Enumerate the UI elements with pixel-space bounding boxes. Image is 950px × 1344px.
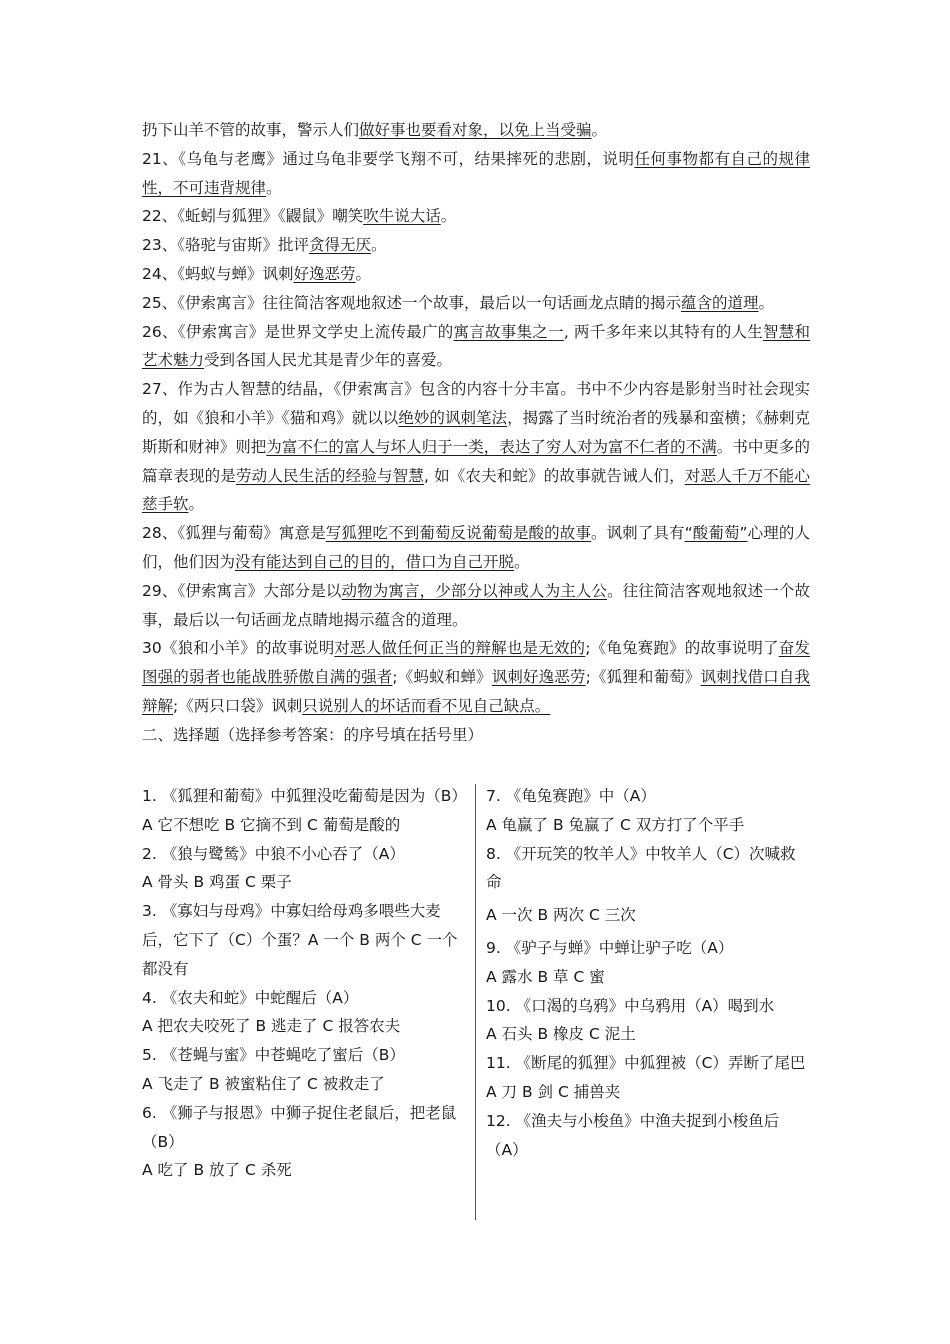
- paragraph-text: 。: [514, 552, 530, 571]
- paragraph-text: ，揭露了当时统治者的残暴和蛮横；《赫剌克斯斯和财神》则把: [142, 408, 810, 456]
- underlined-answer: 吹牛说大话: [363, 207, 441, 226]
- paragraph-21: [142, 145, 810, 203]
- underlined-answer: 蕴含的道理: [680, 293, 759, 312]
- paragraph-text: 22、《蚯蚓与狐狸》《鼹鼠》嘲笑: [142, 207, 364, 226]
- underlined-answer: 任何事物都有自己的规律性，不可违背规律: [142, 149, 810, 197]
- paragraph-25: [142, 289, 810, 318]
- choice-question-columns: [142, 782, 810, 1222]
- underlined-answer: 讽刺好逸恶劳: [491, 668, 586, 687]
- paragraph-24: [142, 260, 810, 289]
- paragraph-26: [142, 318, 810, 376]
- question-12: 12. 《渔夫与小梭鱼》中渔夫捉到小梭鱼后（A）: [486, 1111, 780, 1159]
- paragraph-text: 。: [355, 264, 372, 283]
- underlined-answer: 奋发图强的弱者也能战胜骄傲自满的强者: [142, 639, 810, 687]
- paragraph-text: 30《狼和小羊》的故事说明: [142, 639, 335, 658]
- paragraph-text: 21、《乌龟与老鹰》通过乌龟非要学飞翔不可，结果摔死的悲剧，说明: [142, 149, 635, 168]
- underlined-answer: 智慧和艺术魅力: [142, 322, 810, 370]
- question-10: 10. 《口渴的乌鸦》中乌鸦用（A）喝到水: [486, 996, 775, 1015]
- paragraph-text: 。往往简洁客观地叙述一个故事，最后以一句话画龙点睛地揭示蕴含的道理。: [142, 581, 810, 629]
- question-8: 8. 《开玩笑的牧羊人》中牧羊人（C）次喊救命: [486, 844, 796, 892]
- paragraph-text: , 两千多年来以其特有的人生: [563, 322, 763, 341]
- paragraph-30: [142, 634, 810, 720]
- paragraph-text: 扔下山羊不管的故事，警示人们: [142, 121, 360, 139]
- paragraph-text: 。: [266, 178, 282, 197]
- section-heading-choice-questions: [142, 721, 810, 750]
- answer-paragraphs: [142, 116, 810, 750]
- underlined-answer: 只说别人的坏话而看不见自己缺点。: [302, 696, 551, 715]
- underlined-answer: 为富不仁的富人与坏人归于一类，表达了穷人对为富不仁者的不满: [266, 437, 717, 456]
- question-7: 7. 《龟兔赛跑》中（A）: [486, 787, 656, 805]
- question-10-options: A 石头 B 橡皮 C 泥土: [486, 1025, 636, 1044]
- underlined-answer: 对恶人千万不能心慈手软: [142, 466, 810, 514]
- paragraph-text: 心理的人们，他们因为: [142, 524, 810, 571]
- underlined-answer: 劳动人民生活的经验与智慧: [236, 466, 425, 485]
- underlined-answer: 好逸恶劳: [293, 264, 356, 283]
- paragraph-text: ;《狐狸和葡萄》: [585, 668, 701, 687]
- question-9-options: A 露水 B 草 C 蜜: [486, 967, 605, 986]
- question-4-options: A 把农夫咬死了 B 逃走了 C 报答农夫: [142, 1017, 401, 1036]
- paragraph-text: 。讽刺了具有: [590, 524, 685, 543]
- paragraph-text: 28、《狐狸与葡萄》寓意是: [142, 524, 326, 543]
- paragraph-text: , 如《农夫和蛇》的故事就告诫人们，: [424, 466, 685, 485]
- paragraph-text: 25、《伊索寓言》往往简洁客观地叙述一个故事，最后以一句话画龙点睛的揭示: [142, 293, 681, 312]
- paragraph-text: 。: [371, 236, 387, 255]
- paragraph-text: ;《两只口袋》讽刺: [173, 696, 303, 715]
- question-1-options: A 它不想吃 B 它摘不到 C 葡萄是酸的: [142, 815, 401, 834]
- paragraph-22: [142, 202, 810, 231]
- paragraph-text: 。: [758, 293, 775, 312]
- underlined-answer: 写狐狸吃不到葡萄反说葡萄是酸的故事: [325, 524, 591, 543]
- underlined-answer: 绝妙的讽刺笔法: [398, 408, 508, 427]
- paragraph-text: 23、《骆驼与宙斯》批评: [142, 236, 309, 255]
- underlined-answer: 动物为寓言，少部分以神或人为主人公: [341, 581, 608, 600]
- paragraph-29: [142, 577, 810, 635]
- paragraph-27: [142, 375, 810, 519]
- question-11: 11. 《断尾的狐狸》中狐狸被（C）弄断了尾巴: [486, 1054, 806, 1073]
- paragraph-text: 24、《蚂蚁与蝉》讽刺: [142, 264, 294, 283]
- question-5: 5. 《苍蝇与蜜》中苍蝇吃了蜜后（B）: [142, 1046, 405, 1065]
- underlined-answer: 对恶人做任何正当的辩解也是无效的: [334, 639, 586, 658]
- paragraph-28: [142, 519, 810, 577]
- paragraph-text: 。书中更多的篇章表现的是: [142, 437, 810, 485]
- paragraph-text: ;《蚂蚁和蝉》: [392, 668, 492, 687]
- column-divider: [475, 784, 476, 1220]
- question-2: 2. 《狼与鹭鸶》中狼不小心吞了（A）: [142, 844, 405, 863]
- paragraph-text: 受到各国人民尤其是青少年的喜爱。: [204, 351, 453, 370]
- left-question-column: [142, 782, 467, 1185]
- question-6: 6. 《狮子与报恩》中狮子捉住老鼠后，把老鼠（B）: [142, 1103, 457, 1151]
- underlined-answer: 没有能达到自己的目的，借口为自己开脱: [235, 552, 515, 571]
- paragraph-text: 。: [188, 495, 205, 514]
- paragraph-text: 。: [440, 207, 457, 226]
- question-4: 4. 《农夫和蛇》中蛇醒后（A）: [142, 988, 359, 1007]
- underlined-answer: 讽刺找借口自我辩解: [142, 668, 810, 715]
- underlined-answer: 寓言故事集之一: [453, 322, 564, 341]
- question-8-options: A 一次 B 两次 C 三次: [486, 906, 636, 925]
- underlined-answer: 做好事也要看对象，以免上当受骗: [359, 121, 592, 139]
- paragraph-text: 。: [591, 121, 608, 139]
- right-question-column: [486, 782, 810, 1164]
- underlined-answer: “酸葡萄”: [684, 524, 748, 543]
- question-2-options: A 骨头 B 鸡蛋 C 栗子: [142, 873, 292, 892]
- question-5-options: A 飞走了 B 被蜜粘住了 C 被救走了: [142, 1074, 385, 1093]
- question-7-options: A 龟赢了 B 兔赢了 C 双方打了个平手: [486, 815, 745, 834]
- paragraph-text: 29、《伊索寓言》大部分是以: [142, 581, 342, 600]
- question-6-options: A 吃了 B 放了 C 杀死: [142, 1161, 292, 1180]
- paragraph-23: [142, 231, 810, 260]
- question-9: 9. 《驴子与蝉》中蝉让驴子吃（A）: [486, 938, 734, 957]
- question-1: 1. 《狐狸和葡萄》中狐狸没吃葡萄是因为（B）: [142, 787, 467, 805]
- paragraph-text: 27、作为古人智慧的结晶，《伊索寓言》包含的内容十分丰富。书中不少内容是影射当时社会现实的，如《狼和小羊》《猫和鸡》就以以: [142, 380, 810, 427]
- paragraph-20-tail: [142, 116, 810, 145]
- paragraph-text: 二、选择题（选择参考答案：的序号填在括号里）: [142, 725, 484, 744]
- paragraph-text: ;《龟兔赛跑》的故事说明了: [585, 639, 779, 658]
- paragraph-text: 26、《伊索寓言》是世界文学史上流传最广的: [142, 322, 454, 341]
- question-11-options: A 刀 B 剑 C 捕兽夹: [486, 1082, 621, 1101]
- question-3: 3. 《寡妇与母鸡》中寡妇给母鸡多喂些大麦后，它下了（C）个蛋？A 一个 B 两个 C 一个都没有: [142, 902, 458, 978]
- underlined-answer: 贪得无厌: [308, 236, 371, 255]
